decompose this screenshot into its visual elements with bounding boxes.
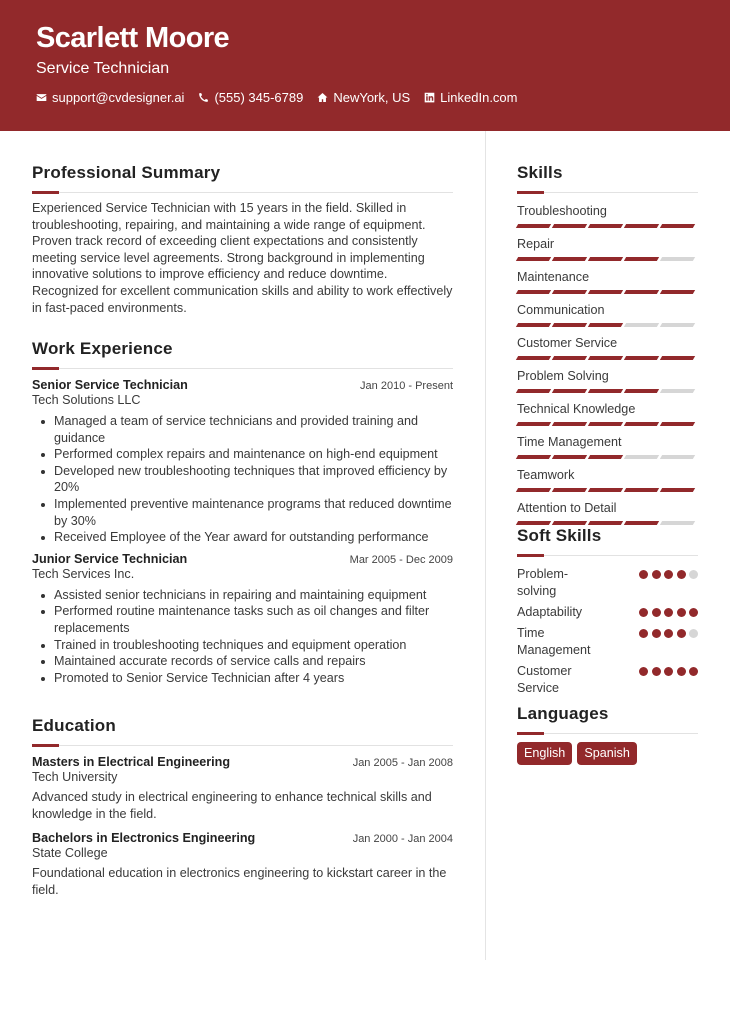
contact-location-label: NewYork, US: [333, 90, 411, 105]
soft-skill-rating: [639, 629, 698, 638]
soft-skills-list: [517, 566, 698, 697]
skill-level-segment: [624, 455, 659, 459]
column-divider: [485, 131, 486, 960]
skill-level-segment: [516, 224, 551, 228]
rating-dot-icon: [652, 570, 661, 579]
job-bullets: [32, 587, 453, 687]
rating-dot-icon: [639, 667, 648, 676]
education-entry: [32, 755, 453, 822]
rating-dot-icon: [652, 608, 661, 617]
skill-level-segment: [516, 257, 551, 261]
skill-level-segment: [552, 521, 587, 525]
summary-section: [32, 163, 453, 316]
job-bullet: Performed routine maintenance tasks such as oil changes and filter replacements: [32, 603, 453, 636]
skill-level-segment: [660, 290, 695, 294]
rating-dot-icon: [639, 570, 648, 579]
rating-dot-icon: [677, 608, 686, 617]
soft-skill-item: [517, 566, 698, 600]
rating-dot-icon: [664, 608, 673, 617]
skill-level-segment: [588, 488, 623, 492]
skill-name: Maintenance: [517, 270, 590, 284]
degree-title: Bachelors in Electronics Engineering: [32, 831, 256, 846]
skill-level-segment: [516, 521, 551, 525]
skill-level-segment: [552, 455, 587, 459]
skill-item: [517, 500, 698, 525]
job-company: Tech Solutions LLC: [32, 393, 141, 407]
skill-level-bar: [517, 455, 698, 459]
job-title: Junior Service Technician: [32, 551, 188, 566]
rating-dot-icon: [652, 629, 661, 638]
skill-level-bar: [517, 389, 698, 393]
skill-item: [517, 236, 698, 261]
skill-level-bar: [517, 521, 698, 525]
skill-level-segment: [552, 257, 587, 261]
rating-dot-icon: [664, 570, 673, 579]
skill-level-bar: [517, 488, 698, 492]
job-entry: [32, 552, 453, 687]
rating-dot-icon: [689, 608, 698, 617]
skill-name: Problem Solving: [517, 369, 609, 383]
skill-level-bar: [517, 290, 698, 294]
skill-name: Customer Service: [517, 336, 618, 350]
skill-level-bar: [517, 356, 698, 360]
education-entry: [32, 831, 453, 898]
contact-linkedin-label: LinkedIn.com: [440, 90, 518, 105]
contact-linkedin[interactable]: [424, 90, 517, 105]
rating-dot-icon: [664, 629, 673, 638]
linkedin-icon: [424, 92, 435, 103]
job-bullet: Managed a team of service technicians and provided training and guidance: [32, 413, 453, 446]
soft-skill-item: [517, 663, 698, 697]
job-bullet: Maintained accurate records of service calls and repairs: [32, 653, 453, 670]
summary-text: Experienced Service Technician with 15 years in the field. Skilled in troubleshooting, repairing, and maintaining a wide range of equipment. Proven track record of exceeding client expectations and consistently meeting service level agreements. Strong background in implementing innovative solutions to improve efficiency and reduce downtime. Recognized for excellent communication skills and ability to work effectively in fast-paced environments.: [32, 201, 453, 315]
skill-level-segment: [588, 455, 623, 459]
skill-level-segment: [588, 257, 623, 261]
job-title: Senior Service Technician: [32, 378, 188, 392]
soft-skill-rating: [639, 667, 698, 676]
home-icon: [317, 92, 328, 103]
skill-level-segment: [660, 389, 695, 393]
degree-dates: Jan 2000 - Jan 2004: [352, 833, 453, 846]
skill-name: Technical Knowledge: [517, 402, 636, 416]
skill-level-bar: [517, 422, 698, 426]
skill-level-segment: [660, 323, 695, 327]
phone-icon: [198, 92, 209, 103]
rating-dot-icon: [639, 629, 648, 638]
soft-skill-rating: [639, 570, 698, 579]
skill-level-segment: [516, 290, 551, 294]
rating-dot-icon: [677, 667, 686, 676]
summary-heading: Professional Summary: [32, 163, 221, 182]
contact-location: [317, 90, 410, 105]
skill-level-segment: [624, 521, 659, 525]
skill-level-segment: [624, 422, 659, 426]
contact-bar: [36, 90, 532, 105]
skill-level-segment: [660, 422, 695, 426]
skills-list: [517, 203, 698, 525]
skill-level-segment: [588, 356, 623, 360]
education-section: [32, 716, 453, 898]
job-dates: Jan 2010 - Present: [360, 380, 453, 392]
soft-skill-item: [517, 625, 698, 659]
skill-level-segment: [516, 422, 551, 426]
skills-section: [517, 163, 698, 533]
skill-level-segment: [552, 422, 587, 426]
languages-section: [517, 704, 698, 765]
rating-dot-icon: [639, 608, 648, 617]
skill-level-segment: [516, 356, 551, 360]
skill-level-segment: [660, 521, 695, 525]
rating-dot-icon: [677, 570, 686, 579]
soft-skills-section: [517, 526, 698, 701]
skill-level-segment: [516, 455, 551, 459]
skill-name: Teamwork: [517, 468, 575, 482]
skill-level-segment: [624, 356, 659, 360]
job-bullet: Performed complex repairs and maintenance on high-end equipment: [32, 446, 453, 463]
job-bullets: [32, 413, 453, 546]
contact-phone-label: (555) 345-6789: [214, 90, 304, 105]
soft-skill-name: Time Management: [517, 626, 591, 657]
degree-description: Foundational education in electronics engineering to kickstart career in the field.: [32, 866, 447, 897]
soft-skill-rating: [639, 608, 698, 617]
skill-level-bar: [517, 224, 698, 228]
job-dates: Mar 2005 - Dec 2009: [349, 553, 453, 566]
skill-level-segment: [588, 521, 623, 525]
skill-item: [517, 269, 698, 294]
skill-level-segment: [588, 290, 623, 294]
skill-level-segment: [552, 224, 587, 228]
skill-level-segment: [660, 224, 695, 228]
contact-email[interactable]: [36, 90, 184, 105]
section-rule: [517, 732, 698, 735]
rating-dot-icon: [664, 667, 673, 676]
language-tag: English: [517, 742, 572, 765]
skill-level-segment: [660, 455, 695, 459]
skill-name: Attention to Detail: [517, 501, 617, 515]
skill-level-segment: [624, 257, 659, 261]
section-rule: [32, 744, 453, 747]
job-bullet: Assisted senior technicians in repairing and maintaining equipment: [32, 587, 453, 604]
skill-level-segment: [624, 389, 659, 393]
section-rule: [32, 367, 453, 370]
skill-name: Troubleshooting: [517, 204, 607, 218]
languages-heading: Languages: [517, 704, 609, 723]
soft-skill-name: Customer Service: [517, 664, 572, 695]
skill-level-segment: [552, 323, 587, 327]
skill-level-segment: [552, 290, 587, 294]
skill-level-segment: [624, 323, 659, 327]
candidate-title: Service Technician: [36, 60, 170, 77]
skill-level-segment: [624, 488, 659, 492]
job-bullet: Trained in troubleshooting techniques and equipment operation: [32, 637, 453, 654]
skill-name: Time Management: [517, 435, 622, 449]
skill-level-segment: [588, 323, 623, 327]
degree-title: Masters in Electrical Engineering: [32, 755, 231, 769]
skill-level-segment: [660, 257, 695, 261]
skill-item: [517, 302, 698, 327]
experience-section: [32, 339, 453, 686]
skills-heading: Skills: [517, 163, 563, 182]
degree-description: Advanced study in electrical engineering to enhance technical skills and knowledge in the field.: [32, 790, 432, 821]
soft-skill-name: Problem-solving: [517, 567, 569, 598]
rating-dot-icon: [652, 667, 661, 676]
skill-level-segment: [588, 422, 623, 426]
rating-dot-icon: [677, 629, 686, 638]
job-bullet: Promoted to Senior Service Technician after 4 years: [32, 670, 453, 687]
language-tag: Spanish: [577, 742, 637, 765]
job-entry: [32, 378, 453, 546]
job-bullet: Implemented preventive maintenance programs that reduced downtime by 30%: [32, 496, 453, 529]
skill-level-segment: [660, 356, 695, 360]
envelope-icon: [36, 92, 47, 103]
degree-dates: Jan 2005 - Jan 2008: [352, 757, 453, 769]
contact-phone[interactable]: [198, 90, 303, 105]
section-rule: [517, 191, 698, 194]
skill-level-segment: [516, 488, 551, 492]
skill-level-segment: [624, 224, 659, 228]
skill-level-bar: [517, 323, 698, 327]
section-rule: [517, 554, 698, 557]
skill-item: [517, 434, 698, 459]
job-company: Tech Services Inc.: [32, 566, 135, 581]
skill-level-segment: [624, 290, 659, 294]
skill-level-segment: [588, 224, 623, 228]
skill-level-bar: [517, 257, 698, 261]
skill-name: Repair: [517, 237, 555, 251]
candidate-name: Scarlett Moore: [36, 22, 230, 54]
education-heading: Education: [32, 716, 116, 735]
resume-header: [0, 0, 730, 131]
contact-email-label: support@cvdesigner.ai: [52, 90, 185, 105]
experience-heading: Work Experience: [32, 339, 173, 358]
language-tags: [517, 742, 698, 765]
skill-name: Communication: [517, 303, 605, 317]
skill-item: [517, 203, 698, 228]
job-bullet: Developed new troubleshooting techniques that improved efficiency by 20%: [32, 463, 453, 496]
rating-dot-icon: [689, 570, 698, 579]
rating-dot-icon: [689, 667, 698, 676]
skill-level-segment: [588, 389, 623, 393]
skill-item: [517, 335, 698, 360]
soft-skills-heading: Soft Skills: [517, 526, 602, 545]
skill-item: [517, 401, 698, 426]
school-name: State College: [32, 846, 108, 861]
soft-skill-item: [517, 604, 698, 621]
skill-level-segment: [516, 323, 551, 327]
skill-item: [517, 467, 698, 492]
skill-level-segment: [660, 488, 695, 492]
rating-dot-icon: [689, 629, 698, 638]
skill-level-segment: [516, 389, 551, 393]
section-rule: [32, 191, 453, 194]
school-name: Tech University: [32, 770, 118, 784]
skill-level-segment: [552, 356, 587, 360]
skill-level-segment: [552, 389, 587, 393]
skill-item: [517, 368, 698, 393]
soft-skill-name: Adaptability: [517, 605, 583, 619]
job-bullet: Received Employee of the Year award for outstanding performance: [32, 529, 453, 546]
skill-level-segment: [552, 488, 587, 492]
